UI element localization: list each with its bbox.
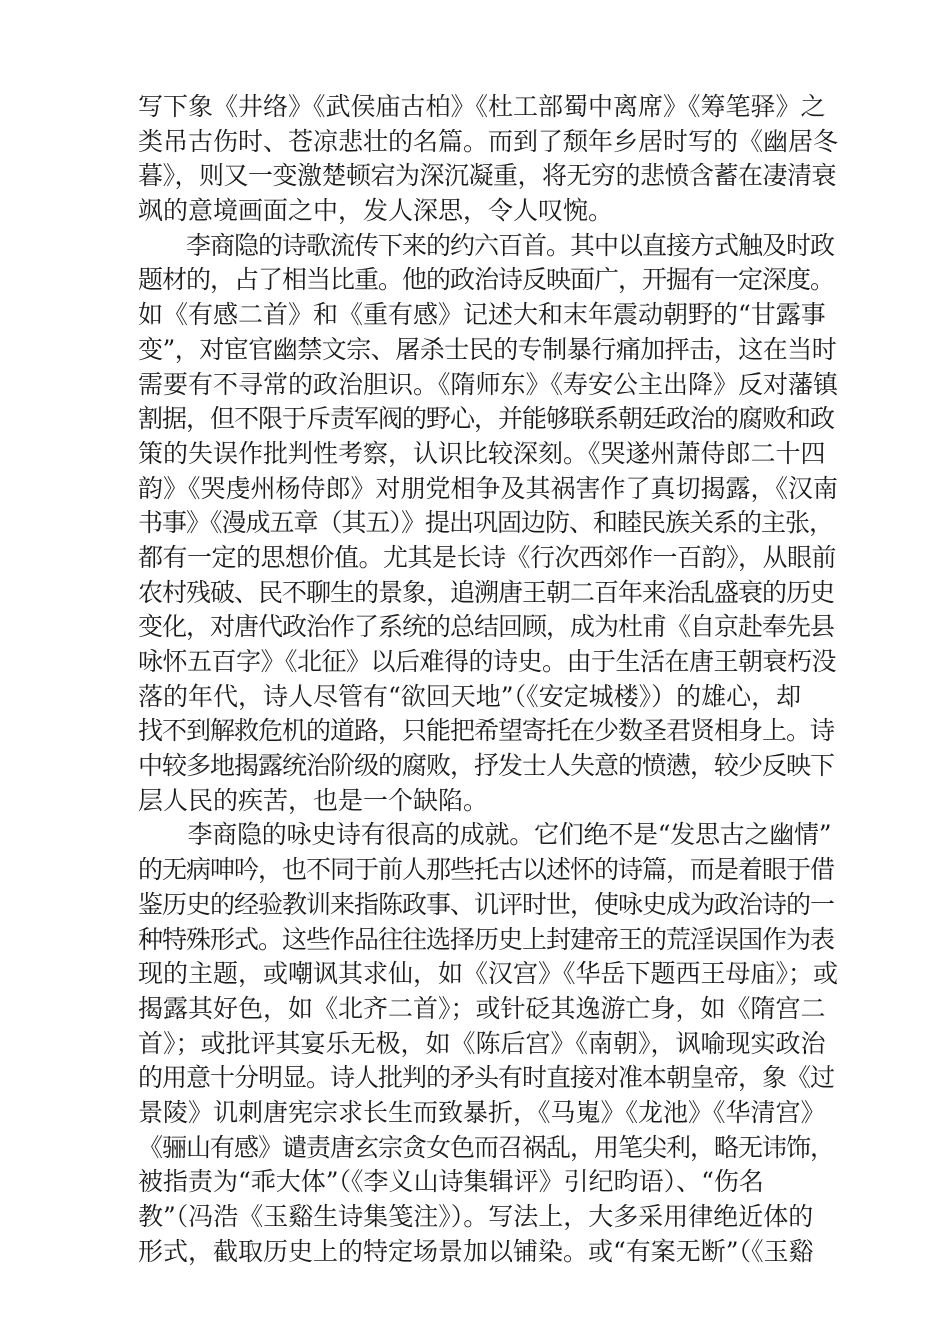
paragraph-1	[138, 90, 838, 229]
text-line: 咏怀五百字》《北征》以后难得的诗史。由于生活在唐王朝衰朽没	[138, 647, 837, 676]
text-line: 农村残破、民不聊生的景象，追溯唐王朝二百年来治乱盛衰的历史	[138, 577, 835, 607]
text-line: 被指责为“乖大体”（《李义山诗集辑评》引纪昀语）、“伤名	[138, 1167, 764, 1197]
text-line: 景陵》讥刺唐宪宗求长生而致暴折，《马嵬》《龙池》《华清宫》	[138, 1097, 826, 1127]
text-line: 《骊山有感》谴责唐玄宗贪女色而召祸乱，用笔尖利，略无讳饰，	[138, 1132, 835, 1162]
text-line: 如《有感二首》和《重有感》记述大和末年震动朝野的“甘露事	[138, 300, 826, 330]
text-line: 中较多地揭露统治阶级的腐败，抒发士人失意的愤懑，较少反映下	[138, 751, 835, 781]
text-line: 形式，截取历史上的特定场景加以铺染。或“有案无断”（《玉谿	[138, 1236, 814, 1266]
text-line: 都有一定的思想价值。尤其是长诗《行次西郊作一百韵》，从眼前	[138, 542, 837, 572]
text-line: 现的主题，或嘲讽其求仙，如《汉宫》《华岳下题西王母庙》；或	[138, 959, 839, 989]
text-line: 落的年代，诗人尽管有“欲回天地”（《安定城楼》）的雄心，却	[138, 681, 802, 711]
text-line: 李商隐的诗歌流传下来的约六百首。其中以直接方式触及时政	[138, 230, 835, 260]
text-line: 写下象《井络》《武侯庙古柏》《杜工部蜀中离席》《筹笔驿》之	[138, 92, 826, 121]
paragraph-3	[138, 818, 838, 1269]
text-line: 题材的，占了相当比重。他的政治诗反映面广，开掘有一定深度。	[138, 265, 835, 295]
text-line: 李商隐的咏史诗有很高的成就。它们绝不是“发思古之幽情”	[138, 820, 832, 850]
text-line: 的用意十分明显。诗人批判的矛头有时直接对准本朝皇帝，象《过	[138, 1063, 835, 1093]
text-line: 韵》《哭虔州杨侍郎》对朋党相争及其祸害作了真切揭露，《汉南	[138, 473, 839, 503]
text-line: 首》；或批评其宴乐无极，如《陈后宫》《南朝》，讽喻现实政治	[138, 1028, 826, 1058]
paragraph-2	[138, 229, 838, 819]
text-line: 鉴历史的经验教训来指陈政事、讥评时世，使咏史成为政治诗的一	[138, 889, 835, 919]
text-line: 层人民的疾苦，也是一个缺陷。	[138, 785, 489, 815]
text-line: 变化，对唐代政治作了系统的总结回顾，成为杜甫《自京赴奉先县	[138, 612, 835, 642]
document-body	[138, 90, 838, 1269]
text-line: 的无病呻吟，也不同于前人那些托古以述怀的诗篇，而是着眼于借	[138, 855, 835, 885]
text-line: 需要有不寻常的政治胆识。《隋师东》《寿安公主出降》反对藩镇	[138, 369, 839, 399]
text-line: 飒的意境画面之中，发人深思，令人叹惋。	[138, 196, 614, 226]
text-line: 揭露其好色，如《北齐二首》；或针砭其逸游亡身，如《隋宫二	[138, 993, 826, 1023]
text-line: 策的失误作批判性考察，认识比较深刻。《哭遂州萧侍郎二十四	[138, 438, 826, 468]
text-line: 变”，对宦官幽禁文宗、屠杀士民的专制暴行痛加抨击，这在当时	[138, 334, 837, 364]
text-line: 暮》，则又一变激楚顿宕为深沉凝重，将无穷的悲愤含蓄在凄清衰	[138, 161, 837, 191]
text-line: 书事》《漫成五章（其五）》提出巩固边防、和睦民族关系的主张，	[138, 508, 834, 538]
text-line: 类吊古伤时、苍凉悲壮的名篇。而到了颓年乡居时写的《幽居冬	[138, 126, 839, 156]
text-line: 教”（冯浩《玉谿生诗集笺注》）。写法上，大多采用律绝近体的	[138, 1202, 814, 1231]
text-line: 种特殊形式。这些作品往往选择历史上封建帝王的荒淫误国作为表	[138, 924, 835, 954]
text-line: 割据，但不限于斥责军阀的野心，并能够联系朝廷政治的腐败和政	[138, 404, 835, 434]
text-line: 找不到解救危机的道路，只能把希望寄托在少数圣君贤相身上。诗	[138, 716, 835, 746]
